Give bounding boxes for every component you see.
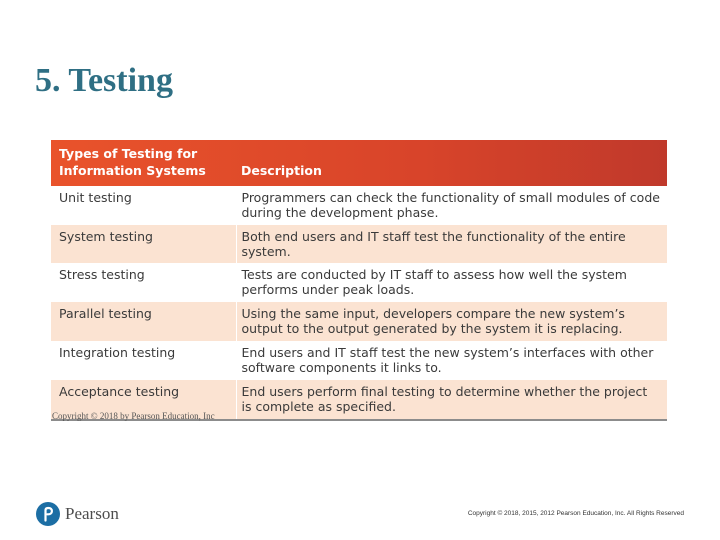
table-row — [51, 341, 667, 380]
header-types-of-testing: Types of Testing for Information Systems — [59, 146, 206, 178]
testing-type-cell: Parallel testing — [51, 302, 236, 341]
table-row — [51, 225, 667, 263]
description-cell: Both end users and IT staff test the functionality of the entire system. — [236, 225, 667, 263]
header-description: Description — [241, 163, 322, 178]
testing-type-cell: Unit testing — [51, 186, 236, 225]
slide-title: 5. Testing — [35, 62, 173, 99]
pearson-logo — [36, 501, 119, 527]
table-row — [51, 302, 667, 341]
testing-type-cell: Stress testing — [51, 263, 236, 302]
description-cell: Using the same input, developers compare the new system’s output to the output generated by the system it is replacing. — [236, 302, 667, 341]
footer-copyright: Copyright © 2018, 2015, 2012 Pearson Education, Inc. All Rights Reserved — [467, 510, 684, 517]
description-cell: Programmers can check the functionality of small modules of code during the development phase. — [236, 186, 667, 225]
table-copyright: Copyright © 2018 by Pearson Education, Inc — [52, 411, 215, 421]
testing-type-cell: Acceptance testing — [51, 380, 236, 419]
testing-type-cell: Integration testing — [51, 341, 236, 380]
description-cell: Tests are conducted by IT staff to assess how well the system performs under peak loads. — [236, 263, 667, 302]
table-header-row — [51, 140, 667, 186]
pearson-logo-icon — [36, 502, 60, 526]
description-cell: End users and IT staff test the new system’s interfaces with other software components it links to. — [236, 341, 667, 380]
pearson-logo-text: Pearson — [65, 504, 119, 523]
table-row — [51, 186, 667, 225]
testing-types-table — [51, 140, 667, 421]
testing-type-cell: System testing — [51, 225, 236, 263]
description-cell: End users perform final testing to determine whether the project is complete as specified. — [236, 380, 667, 419]
table-row — [51, 263, 667, 302]
